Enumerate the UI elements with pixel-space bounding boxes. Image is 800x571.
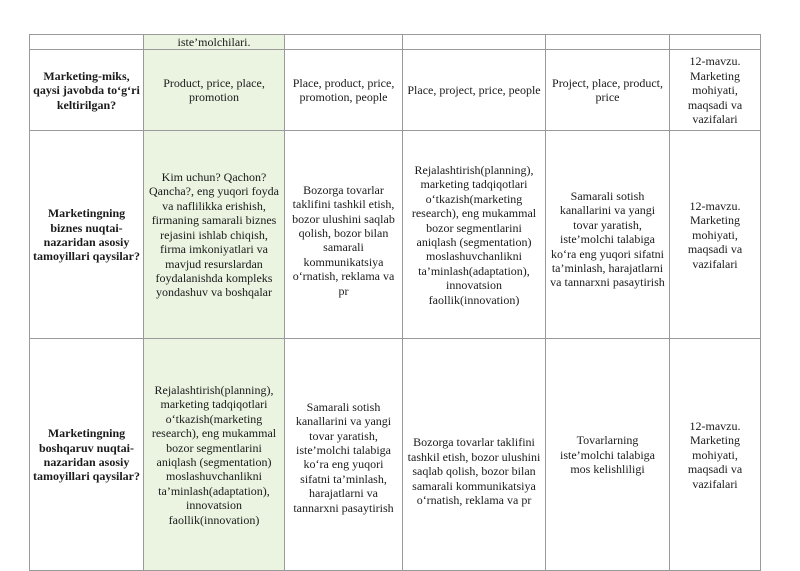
- table-row: [30, 50, 761, 131]
- table-row-continuation: [30, 35, 761, 50]
- correct-answer-cell: Kim uchun? Qachon? Qancha?, eng yuqori foyda va naflilikka erishish, firmaning samarali biznes rejasini ishlab chiqish, firma imkoniyatlari va mavjud resurslardan foydalanishda kompleks yondashuv va boshqalar: [144, 131, 285, 339]
- answer-option-cell: Rejalashtirish(planning), marketing tadqiqotlari o‘tkazish(marketing research), eng mukammal bozor segmentlarini aniqlash (segmentation) moslashuvchanlikni ta’minlash(adaptation), innovatsion faollik(innovation): [403, 131, 546, 339]
- table-row: [30, 339, 761, 571]
- answer-option-cell: Tovarlarning iste’molchi talabiga mos kelishliligi: [546, 339, 670, 571]
- quiz-table: [29, 34, 761, 571]
- table-cell-empty: [546, 35, 670, 50]
- table-cell-empty: [403, 35, 546, 50]
- table-cell-empty: [30, 35, 144, 50]
- answer-option-cell: Place, project, price, people: [403, 50, 546, 131]
- answer-option-cell: Place, product, price, promotion, people: [285, 50, 403, 131]
- table-cell-empty: [285, 35, 403, 50]
- topic-cell: 12-mavzu. Marketing mohiyati, maqsadi va vazifalari: [670, 131, 761, 339]
- correct-answer-cell: iste’molchilari.: [144, 35, 285, 50]
- answer-option-cell: Samarali sotish kanallarini va yangi tovar yaratish, iste’molchi talabiga ko‘ra eng yuqori sifatni ta’minlash, harajatlarni va tannarxni pasaytirish: [546, 131, 670, 339]
- answer-option-cell: Project, place, product, price: [546, 50, 670, 131]
- answer-option-cell: Samarali sotish kanallarini va yangi tovar yaratish, iste’molchi talabiga ko‘ra eng yuqori sifatni ta’minlash, harajatlarni va tannarxni pasaytirish: [285, 339, 403, 571]
- topic-cell: 12-mavzu. Marketing mohiyati, maqsadi va vazifalari: [670, 339, 761, 571]
- table-cell-empty: [670, 35, 761, 50]
- correct-answer-cell: Rejalashtirish(planning), marketing tadqiqotlari o‘tkazish(marketing research), eng mukammal bozor segmentlarini aniqlash (segmentation) moslashuvchanlikni ta’minlash(adaptation), innovatsion faollik(innovation): [144, 339, 285, 571]
- answer-option-cell: Bozorga tovarlar taklifini tashkil etish, bozor ulushini saqlab qolish, bozor bilan samarali kommunikatsiya o‘rnatish, reklama va pr: [285, 131, 403, 339]
- answer-option-cell: Bozorga tovarlar taklifini tashkil etish, bozor ulushini saqlab qolish, bozor bilan samarali kommunikatsiya o‘rnatish, reklama va pr: [403, 339, 546, 571]
- question-cell: Marketingning biznes nuqtai-nazaridan asosiy tamoyillari qaysilar?: [30, 131, 144, 339]
- question-cell: Marketing-miks, qaysi javobda to‘g‘ri keltirilgan?: [30, 50, 144, 131]
- correct-answer-cell: Product, price, place, promotion: [144, 50, 285, 131]
- question-cell: Marketingning boshqaruv nuqtai-nazaridan asosiy tamoyillari qaysilar?: [30, 339, 144, 571]
- topic-cell: 12-mavzu. Marketing mohiyati, maqsadi va vazifalari: [670, 50, 761, 131]
- table-row: [30, 131, 761, 339]
